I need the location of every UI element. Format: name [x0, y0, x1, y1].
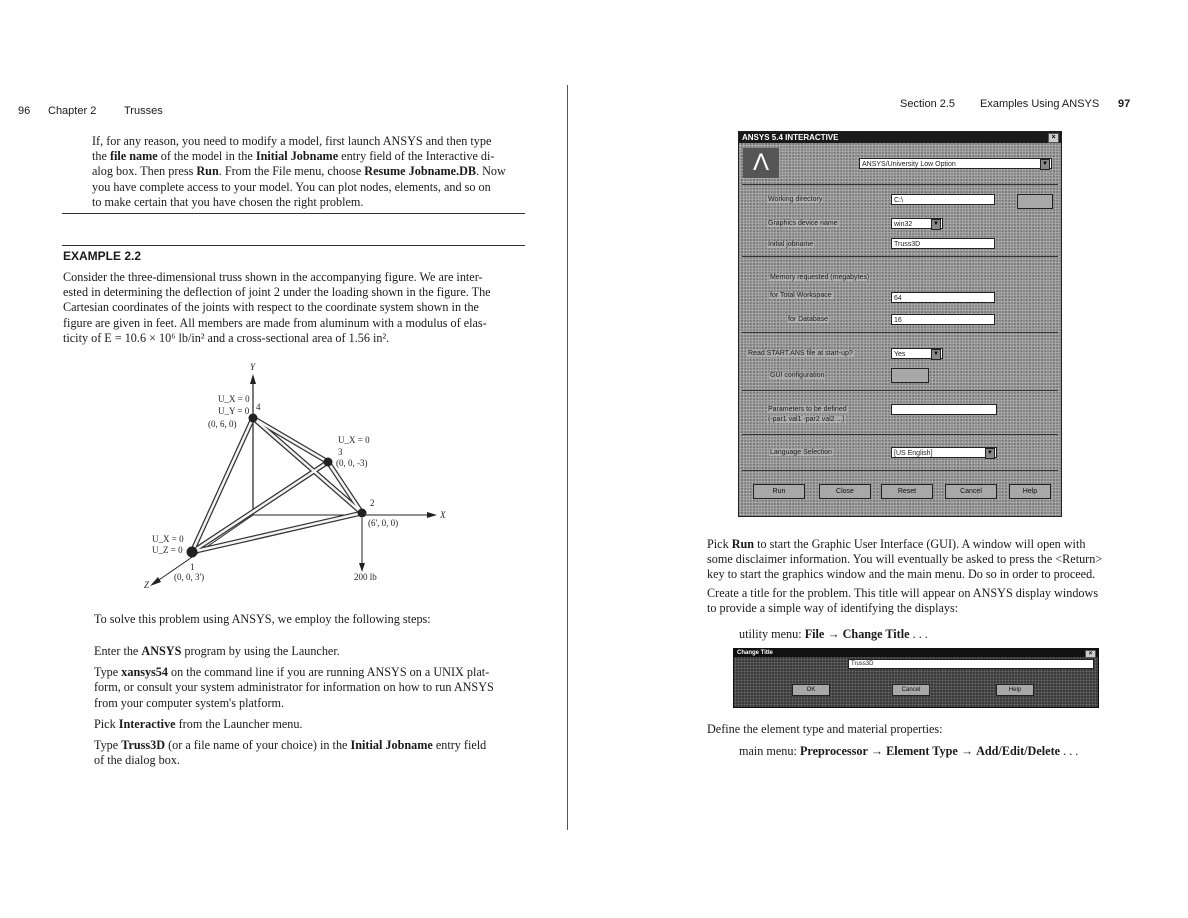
separator: [742, 256, 1058, 257]
text-line: form, or consult your system administrator for information on how to run ANSYS: [94, 680, 494, 695]
params-label: Parameters to be defined: [768, 406, 847, 413]
text-line: from your computer system's platform.: [94, 695, 285, 710]
example-rule: [62, 245, 525, 246]
chevron-down-icon[interactable]: ▼: [931, 349, 941, 360]
run-button[interactable]: Run: [753, 484, 805, 499]
ansys-interactive-window: [738, 131, 1062, 517]
axis-z-label: Z: [144, 580, 150, 590]
joint-4: [249, 414, 257, 422]
joint2-coord: (6', 0, 0): [368, 518, 399, 528]
text-line: ested in determining the deflection of joint 2 under the loading shown in the figure. The: [63, 285, 491, 300]
left-running-title: Trusses: [124, 105, 163, 117]
text-line: Pick Interactive from the Launcher menu.: [94, 716, 303, 731]
joint4-ux: U_X = 0: [218, 394, 250, 404]
joint4-label: 4: [256, 402, 261, 412]
text-line: Create a title for the problem. This title will appear on ANSYS display windows: [707, 586, 1099, 600]
license-value: ANSYS/University Low Option: [862, 161, 956, 168]
text-line: Type xansys54 on the command line if you are running ANSYS on a UNIX plat-: [94, 665, 490, 680]
read-start-select[interactable]: [891, 348, 943, 359]
z-arrow: [150, 577, 161, 586]
left-page-number: 96: [18, 105, 31, 117]
joint1-coord: (0, 0, 3'): [174, 572, 205, 582]
workspace-label: for Total Workspace: [770, 292, 832, 299]
text-line: Cartesian coordinates of the joints with respect to the coordinate system shown in the: [63, 300, 479, 315]
joint1-label: 1: [190, 562, 195, 572]
working-dir-field[interactable]: C:\: [891, 194, 995, 205]
chevron-down-icon[interactable]: ▼: [985, 448, 995, 459]
database-field[interactable]: 16: [891, 314, 995, 325]
language-value: [US English]: [894, 450, 933, 457]
chevron-down-icon[interactable]: ▼: [931, 219, 941, 230]
close-icon[interactable]: ×: [1048, 133, 1059, 143]
text-line: ticity of E = 10.6 × 10⁶ lb/in² and a cross-sectional area of 1.56 in².: [63, 330, 390, 345]
read-start-value: Yes: [894, 351, 906, 358]
help-button[interactable]: Help: [996, 684, 1034, 696]
text-line: of the dialog box.: [94, 753, 180, 768]
joint4-coord: (0, 6, 0): [208, 419, 237, 429]
joint3-coord: (0, 0, -3): [336, 458, 368, 468]
close-icon[interactable]: ×: [1085, 650, 1096, 658]
close-button[interactable]: Close: [819, 484, 871, 499]
browse-button[interactable]: [1017, 194, 1053, 209]
axis-y-label: Y: [250, 362, 256, 372]
text-line: to make certain that you have chosen the right problem.: [92, 194, 364, 209]
graphics-device-select[interactable]: [891, 218, 943, 229]
joint4-uy: U_Y = 0: [218, 406, 250, 416]
joint1-ux: U_X = 0: [152, 534, 184, 544]
text-line: alog box. Then press Run. From the File menu, choose Resume Jobname.DB. Now: [92, 164, 506, 179]
separator: [742, 434, 1058, 435]
text-line: Pick Run to start the Graphic User Interface (GUI). A window will open with: [707, 537, 1086, 551]
gui-config-button[interactable]: [891, 368, 929, 383]
license-select[interactable]: [859, 158, 1052, 169]
change-title-titlebar: [734, 649, 1098, 657]
steps-list: [94, 644, 534, 768]
y-arrow: [250, 374, 256, 384]
ansys-window-titlebar: [739, 132, 1061, 143]
text-line: you have complete access to your model. You can plot nodes, elements, and so on: [92, 179, 491, 194]
utility-menu-path: utility menu: File → Change Title . . .: [739, 627, 928, 641]
joint2-label: 2: [370, 498, 375, 508]
text-line: key to start the graphics window and the main menu. Do so in order to proceed.: [707, 567, 1096, 582]
reset-button[interactable]: Reset: [881, 484, 933, 499]
book-spine: [567, 85, 568, 830]
text-line: figure are given in feet. All members are made from aluminum with a modulus of elas-: [63, 315, 487, 330]
intro-rule: [62, 213, 525, 214]
separator: [742, 332, 1058, 333]
text-line: Consider the three-dimensional truss shown in the accompanying figure. We are inter-: [63, 270, 483, 284]
jobname-label: Initial jobname: [768, 241, 814, 248]
steps-intro: To solve this problem using ANSYS, we employ the following steps:: [94, 612, 431, 626]
cancel-button[interactable]: Cancel: [945, 484, 997, 499]
text-line: some disclaimer information. You will eventually be asked to press the <Return>: [707, 552, 1103, 567]
database-label: for Database: [788, 316, 829, 323]
params-hint: (-par1 val1 -par2 val2 ...): [768, 416, 845, 423]
right-page-number: 97: [1118, 98, 1131, 110]
example-text: [63, 270, 533, 346]
x-arrow: [427, 512, 437, 518]
params-field[interactable]: [891, 404, 997, 415]
joint-2: [358, 509, 366, 517]
jobname-field[interactable]: Truss3D: [891, 238, 995, 249]
chapter-label: Chapter 2: [48, 105, 97, 117]
graphics-label: Graphics device name: [768, 220, 838, 227]
joint-1: [187, 547, 197, 557]
language-select[interactable]: [891, 447, 997, 458]
title-paragraph: [707, 586, 1147, 616]
separator: [742, 390, 1058, 391]
text-line: If, for any reason, you need to modify a model, first launch ANSYS and then type: [92, 134, 492, 148]
example-title: EXAMPLE 2.2: [63, 249, 142, 263]
title-input[interactable]: Truss3D: [848, 659, 1094, 669]
separator: [742, 470, 1058, 471]
memory-label: Memory requested (megabytes): [770, 274, 870, 281]
run-paragraph: [707, 537, 1147, 583]
text-line: to provide a simple way of identifying the displays:: [707, 601, 959, 616]
working-dir-label: Working directory: [768, 196, 823, 203]
ansys-window-title: ANSYS 5.4 INTERACTIVE: [742, 133, 839, 142]
text-line: the file name of the model in the Initial Jobname entry field of the Interactive di-: [92, 149, 495, 164]
define-paragraph: Define the element type and material properties:: [707, 722, 943, 736]
ansys-logo: Λ: [743, 148, 779, 178]
change-title-dialog: [733, 648, 1099, 708]
joint-3: [324, 458, 332, 466]
separator: [742, 184, 1058, 185]
joint3-ux: U_X = 0: [338, 435, 370, 445]
intro-paragraph: [92, 134, 528, 210]
text-line: Type Truss3D (or a file name of your choice) in the Initial Jobname entry field: [94, 738, 487, 753]
read-start-label: Read START.ANS file at start-up?: [748, 350, 853, 357]
ok-button[interactable]: OK: [792, 684, 830, 696]
chevron-down-icon[interactable]: ▼: [1040, 159, 1050, 170]
change-title-label: Change Title: [737, 650, 773, 656]
help-button[interactable]: Help: [1009, 484, 1051, 499]
language-label: Language Selection: [770, 449, 832, 456]
joint1-uz: U_Z = 0: [152, 545, 183, 555]
right-running-title: Examples Using ANSYS: [980, 98, 1100, 110]
load-label: 200 lb: [354, 572, 377, 582]
cancel-button[interactable]: Cancel: [892, 684, 930, 696]
truss-figure: [140, 360, 480, 600]
main-menu-path: main menu: Preprocessor → Element Type → Add/Edit/Delete . . .: [739, 744, 1079, 758]
section-label: Section 2.5: [900, 98, 956, 110]
gui-config-label: GUI configuration: [770, 372, 825, 379]
workspace-field[interactable]: 64: [891, 292, 995, 303]
graphics-value: win32: [894, 221, 913, 228]
joint3-label: 3: [338, 447, 343, 457]
axis-x-label: X: [440, 510, 446, 520]
text-line: Enter the ANSYS program by using the Launcher.: [94, 644, 340, 658]
